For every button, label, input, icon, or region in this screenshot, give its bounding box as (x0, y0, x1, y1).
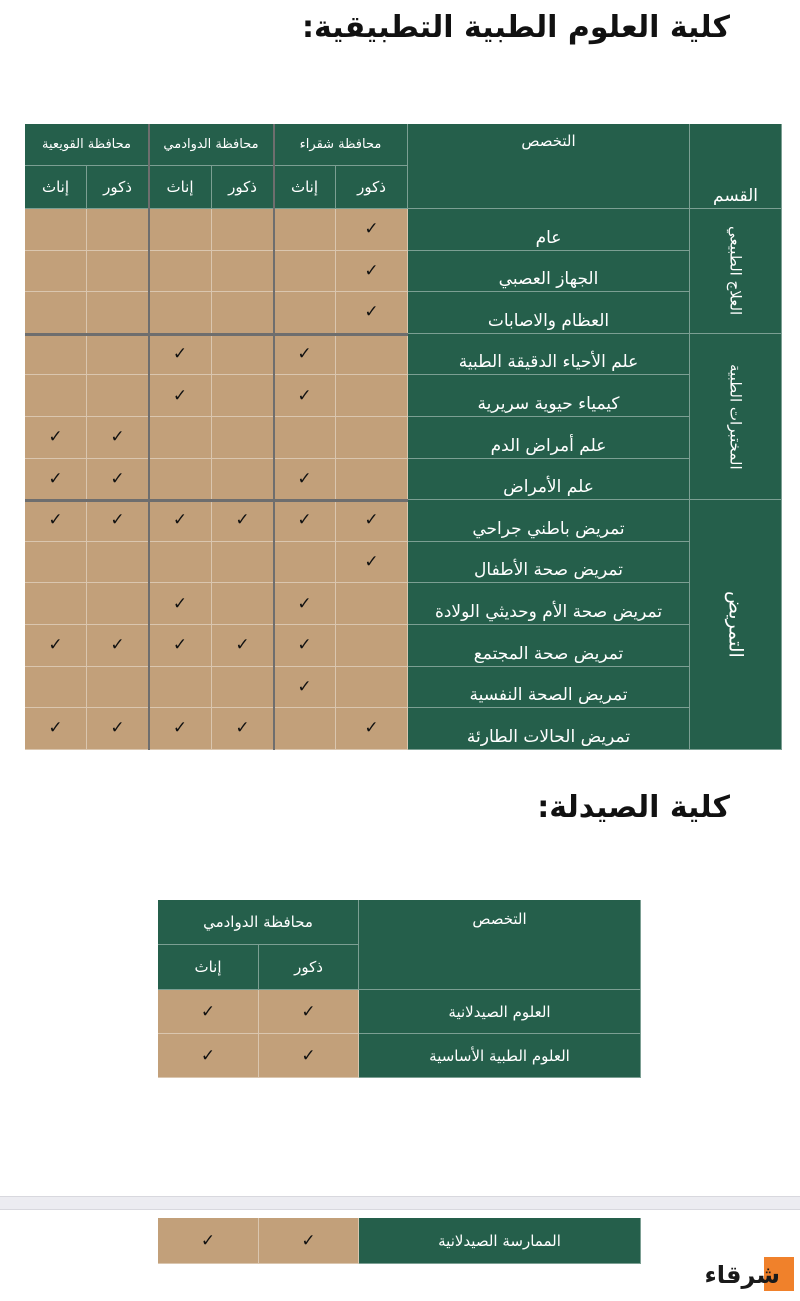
check-mark: ✓ (25, 708, 87, 750)
empty-cell (25, 542, 87, 584)
empty-cell (212, 251, 274, 293)
check-mark: ✓ (87, 708, 149, 750)
check-mark: ✓ (87, 417, 149, 459)
department-label: المختبرات الطبية (726, 363, 745, 470)
empty-cell (212, 292, 274, 334)
specialty-cell: كيمياء حيوية سريرية (408, 375, 690, 417)
specialty-cell: تمريض صحة الأم وحديثي الولادة (408, 583, 690, 625)
empty-cell (212, 375, 274, 417)
specialty-cell: العظام والاصابات (408, 292, 690, 334)
governorate-header: محافظة شقراء (274, 124, 408, 166)
empty-cell (336, 375, 408, 417)
empty-cell (212, 667, 274, 709)
empty-cell (87, 542, 149, 584)
empty-cell (274, 292, 336, 334)
check-mark: ✓ (212, 625, 274, 667)
check-mark: ✓ (149, 500, 212, 542)
male-header: ذكور (259, 945, 359, 990)
empty-cell (149, 292, 212, 334)
check-mark: ✓ (149, 708, 212, 750)
governorate-header: محافظة الدوادمي (158, 900, 359, 945)
specialty-cell: الجهاز العصبي (408, 251, 690, 293)
college2-table-continued (158, 1218, 641, 1264)
empty-cell (336, 334, 408, 376)
group-divider (25, 499, 408, 502)
empty-cell (87, 209, 149, 251)
specialty-header: التخصص (359, 900, 641, 990)
specialty-cell: تمريض الصحة النفسية (408, 667, 690, 709)
empty-cell (274, 209, 336, 251)
empty-cell (336, 459, 408, 501)
male-header: ذكور (212, 166, 274, 209)
specialty-cell: تمريض باطني جراحي (408, 500, 690, 542)
check-mark: ✓ (274, 583, 336, 625)
male-header: ذكور (336, 166, 408, 209)
department-cell (690, 334, 782, 500)
empty-cell (212, 542, 274, 584)
empty-cell (87, 667, 149, 709)
check-mark: ✓ (274, 375, 336, 417)
college1-title: كلية العلوم الطبية التطبيقية: (302, 10, 730, 45)
check-mark: ✓ (212, 500, 274, 542)
check-mark: ✓ (149, 375, 212, 417)
department-cell (690, 209, 782, 334)
empty-cell (149, 417, 212, 459)
specialty-cell: علم الأحياء الدقيقة الطبية (408, 334, 690, 376)
governorate-header: محافظة الدوادمي (149, 124, 274, 166)
check-mark: ✓ (149, 334, 212, 376)
college1-table (25, 124, 782, 750)
empty-cell (25, 251, 87, 293)
specialty-cell: تمريض صحة المجتمع (408, 625, 690, 667)
check-mark: ✓ (25, 459, 87, 501)
empty-cell (212, 209, 274, 251)
check-mark: ✓ (336, 209, 408, 251)
check-mark: ✓ (212, 708, 274, 750)
check-mark: ✓ (25, 625, 87, 667)
governorate-divider (148, 124, 150, 750)
check-mark: ✓ (336, 542, 408, 584)
check-mark: ✓ (274, 667, 336, 709)
empty-cell (149, 542, 212, 584)
check-mark: ✓ (259, 1218, 359, 1264)
check-mark: ✓ (158, 1034, 259, 1078)
check-mark: ✓ (87, 459, 149, 501)
empty-cell (87, 292, 149, 334)
empty-cell (149, 667, 212, 709)
governorate-header: محافظة القويعية (25, 124, 149, 166)
specialty-cell: علم الأمراض (408, 459, 690, 501)
department-label: التمريض (724, 591, 747, 658)
specialty-cell: عام (408, 209, 690, 251)
college2-table (158, 900, 641, 1078)
empty-cell (212, 417, 274, 459)
check-mark: ✓ (158, 990, 259, 1034)
site-logo (704, 1257, 794, 1297)
check-mark: ✓ (259, 1034, 359, 1078)
group-divider (25, 333, 408, 336)
specialty-cell: تمريض الحالات الطارئة (408, 708, 690, 750)
female-header: إناث (149, 166, 212, 209)
empty-cell (212, 459, 274, 501)
empty-cell (25, 583, 87, 625)
page-separator (0, 1196, 800, 1210)
female-header: إناث (158, 945, 259, 990)
check-mark: ✓ (149, 625, 212, 667)
check-mark: ✓ (149, 583, 212, 625)
specialty-cell: تمريض صحة الأطفال (408, 542, 690, 584)
empty-cell (87, 251, 149, 293)
male-header: ذكور (87, 166, 149, 209)
empty-cell (149, 209, 212, 251)
check-mark: ✓ (158, 1218, 259, 1264)
check-mark: ✓ (274, 459, 336, 501)
check-mark: ✓ (259, 990, 359, 1034)
check-mark: ✓ (87, 625, 149, 667)
empty-cell (336, 667, 408, 709)
empty-cell (274, 417, 336, 459)
check-mark: ✓ (87, 500, 149, 542)
specialty-cell: العلوم الصيدلانية (359, 990, 641, 1034)
empty-cell (87, 375, 149, 417)
female-header: إناث (25, 166, 87, 209)
empty-cell (149, 251, 212, 293)
section-header: القسم (690, 124, 782, 209)
check-mark: ✓ (25, 417, 87, 459)
specialty-cell: الممارسة الصيدلانية (359, 1218, 641, 1264)
logo-text: شرقاء (704, 1261, 780, 1289)
empty-cell (274, 708, 336, 750)
empty-cell (25, 292, 87, 334)
department-label: العلاج الطبيعي (726, 226, 745, 316)
empty-cell (212, 334, 274, 376)
empty-cell (212, 583, 274, 625)
check-mark: ✓ (274, 334, 336, 376)
check-mark: ✓ (336, 500, 408, 542)
check-mark: ✓ (336, 292, 408, 334)
specialty-cell: العلوم الطبية الأساسية (359, 1034, 641, 1078)
empty-cell (336, 417, 408, 459)
check-mark: ✓ (274, 500, 336, 542)
empty-cell (25, 334, 87, 376)
check-mark: ✓ (25, 500, 87, 542)
empty-cell (274, 251, 336, 293)
college2-title: كلية الصيدلة: (537, 790, 730, 825)
empty-cell (336, 625, 408, 667)
empty-cell (274, 542, 336, 584)
empty-cell (25, 209, 87, 251)
empty-cell (336, 583, 408, 625)
empty-cell (25, 667, 87, 709)
specialty-cell: علم أمراض الدم (408, 417, 690, 459)
department-cell (690, 500, 782, 750)
empty-cell (25, 375, 87, 417)
specialty-header: التخصص (408, 124, 690, 209)
female-header: إناث (274, 166, 336, 209)
check-mark: ✓ (274, 625, 336, 667)
governorate-divider (273, 124, 275, 750)
empty-cell (87, 583, 149, 625)
check-mark: ✓ (336, 708, 408, 750)
empty-cell (149, 459, 212, 501)
check-mark: ✓ (336, 251, 408, 293)
empty-cell (87, 334, 149, 376)
